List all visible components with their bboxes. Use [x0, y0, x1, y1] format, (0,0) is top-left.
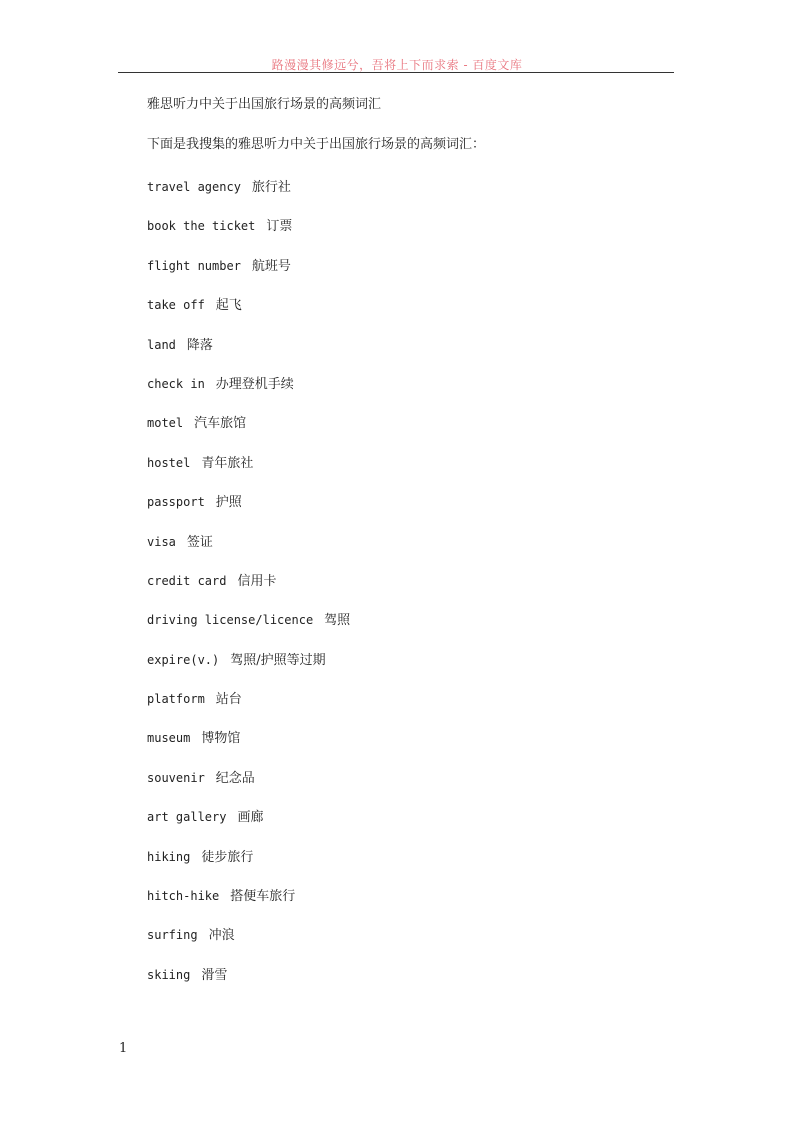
vocab-item — [147, 373, 350, 412]
vocab-item — [147, 412, 350, 451]
vocab-english-term: motel — [147, 416, 184, 431]
vocab-item — [147, 727, 350, 766]
vocab-item — [147, 649, 350, 688]
vocab-english-term: book the ticket — [147, 219, 256, 234]
vocab-chinese-meaning: 滑雪 — [201, 967, 228, 983]
vocab-english-term: expire(v.) — [147, 652, 220, 667]
vocab-chinese-meaning: 驾照 — [324, 613, 351, 629]
vocab-chinese-meaning: 降落 — [186, 337, 213, 353]
vocab-english-term: travel agency — [147, 180, 241, 194]
vocab-chinese-meaning: 搭便车旅行 — [230, 889, 296, 905]
vocab-chinese-meaning: 博物馆 — [201, 731, 241, 747]
vocab-item — [147, 491, 350, 530]
vocab-chinese-meaning: 青年旅社 — [201, 455, 254, 471]
vocab-english-term: visa — [147, 534, 176, 549]
vocab-english-term: hostel — [147, 455, 191, 470]
vocab-english-term: souvenir — [147, 770, 205, 785]
vocab-english-term: skiing — [147, 967, 191, 982]
document-title: 雅思听力中关于出国旅行场景的高频词汇 — [147, 97, 382, 112]
vocab-english-term: driving license/licence — [147, 613, 314, 628]
vocab-chinese-meaning: 信用卡 — [237, 573, 277, 589]
vocab-english-term: land — [147, 337, 176, 352]
vocab-chinese-meaning: 护照 — [215, 495, 242, 511]
vocab-chinese-meaning: 冲浪 — [208, 928, 235, 944]
vocab-item — [147, 570, 350, 609]
vocab-item — [147, 255, 350, 294]
vocab-chinese-meaning: 订票 — [266, 219, 293, 235]
vocab-english-term: art gallery — [147, 810, 227, 825]
vocab-chinese-meaning: 旅行社 — [251, 180, 291, 195]
vocab-chinese-meaning: 驾照/护照等过期 — [230, 652, 326, 668]
vocab-english-term: flight number — [147, 258, 241, 273]
vocab-english-term: passport — [147, 495, 205, 510]
vocab-chinese-meaning: 办理登机手续 — [215, 376, 294, 392]
vocab-english-term: surfing — [147, 928, 198, 943]
vocab-item — [147, 215, 350, 254]
document-intro: 下面是我搜集的雅思听力中关于出国旅行场景的高频词汇： — [147, 137, 486, 152]
vocab-item — [147, 924, 350, 963]
vocab-item — [147, 452, 350, 491]
vocab-item — [147, 767, 350, 806]
vocab-chinese-meaning: 起飞 — [215, 298, 242, 314]
vocab-english-term: platform — [147, 692, 205, 707]
vocab-item — [147, 885, 350, 924]
vocab-item — [147, 846, 350, 885]
page-header-text: 路漫漫其修远兮，吾将上下而求索 - 百度文库 — [271, 58, 523, 72]
header-divider — [118, 72, 674, 73]
vocab-english-term: museum — [147, 731, 191, 746]
vocab-chinese-meaning: 签证 — [186, 534, 213, 550]
vocab-chinese-meaning: 站台 — [215, 692, 242, 708]
vocab-chinese-meaning: 纪念品 — [215, 770, 255, 786]
vocab-item — [147, 609, 350, 648]
vocab-english-term: check in — [147, 376, 205, 391]
vocab-english-term: credit card — [147, 573, 227, 588]
vocab-chinese-meaning: 画廊 — [237, 810, 264, 826]
vocabulary-list — [147, 176, 350, 1003]
vocab-chinese-meaning: 徒步旅行 — [201, 849, 254, 865]
vocab-item — [147, 688, 350, 727]
vocab-english-term: hiking — [147, 849, 191, 864]
vocab-item — [147, 806, 350, 845]
vocab-english-term: take off — [147, 298, 205, 313]
vocab-chinese-meaning: 汽车旅馆 — [194, 416, 247, 432]
vocab-item — [147, 531, 350, 570]
vocab-item — [147, 334, 350, 373]
vocab-item — [147, 176, 350, 215]
vocab-item — [147, 294, 350, 333]
page-number: 1 — [119, 1041, 128, 1056]
vocab-item — [147, 964, 350, 1003]
vocab-english-term: hitch-hike — [147, 889, 220, 904]
vocab-chinese-meaning: 航班号 — [251, 258, 291, 274]
